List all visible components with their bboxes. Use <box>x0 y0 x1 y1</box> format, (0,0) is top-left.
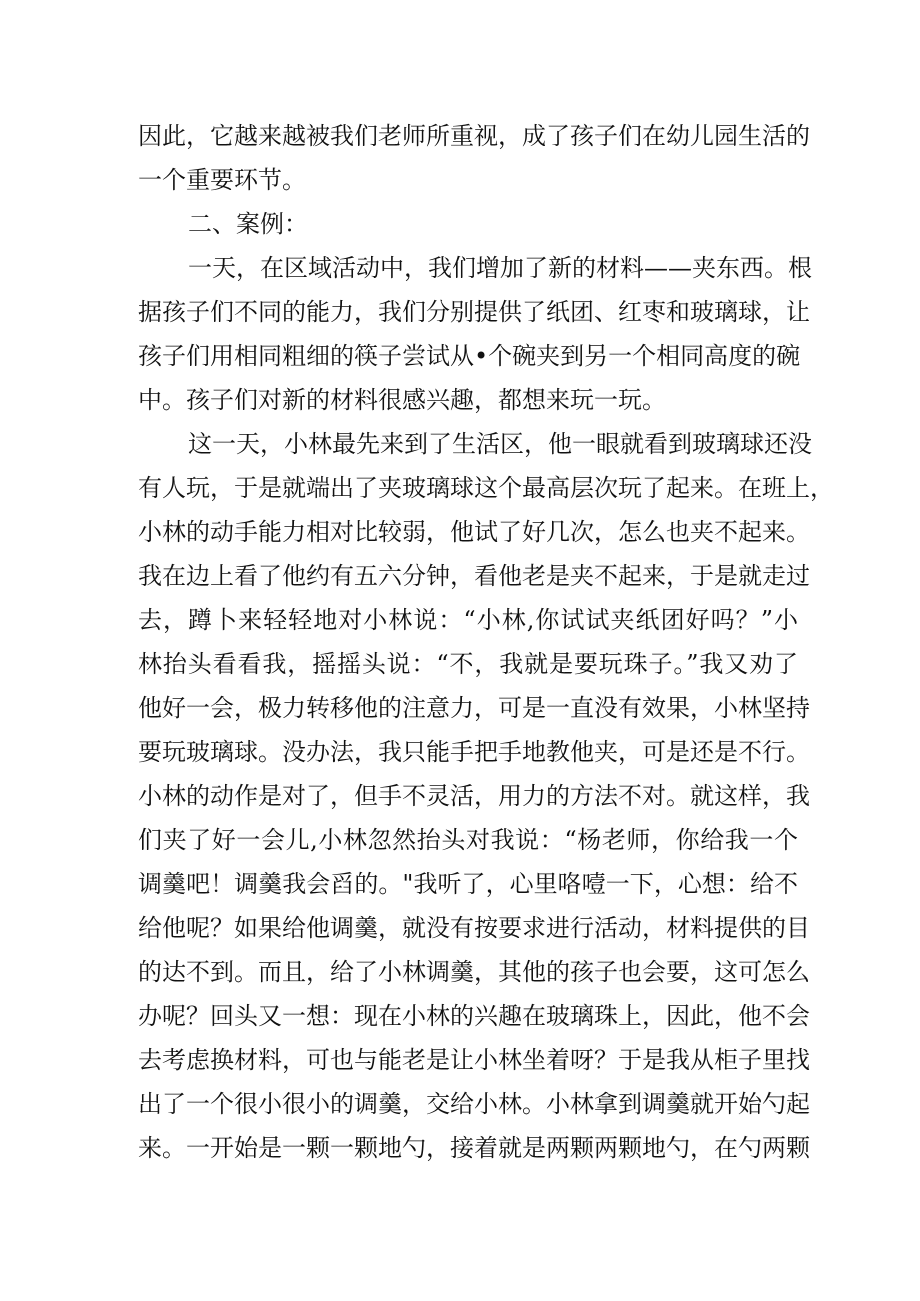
paragraph-line: 去，蹲卜来轻轻地对小林说：“小林,你试试夹纸团好吗？”小 <box>138 606 798 634</box>
paragraph-line: 来。一开始是一颗一颗地勺，接着就是两颗两颗地勺，在勺两颗 <box>138 1134 810 1162</box>
paragraph-line: 中。孩子们对新的材料很感兴趣，都想来玩一玩。 <box>138 386 666 414</box>
paragraph-line: 孩子们用相同粗细的筷子尝试从•个碗夹到另一个相同高度的碗 <box>138 342 801 370</box>
paragraph-line: 因此，它越来越被我们老师所重视，成了孩子们在幼儿园生活的 <box>138 122 810 150</box>
paragraph-line: 们夹了好一会儿,小林忽然抬头对我说：“杨老师，你给我一个 <box>138 826 798 854</box>
paragraph-line: 一个重要环节。 <box>138 166 306 194</box>
section-heading: 二、案例： <box>188 210 308 238</box>
paragraph-line: 我在边上看了他约有五六分钟，看他老是夹不起来，于是就走过 <box>138 562 810 590</box>
paragraph-line: 有人玩，于是就端出了夹玻璃球这个最高层次玩了起来。在班上， <box>138 474 834 502</box>
body-text <box>138 114 834 1170</box>
paragraph-line: 的达不到。而且，给了小林调羹，其他的孩子也会要，这可怎么 <box>138 958 810 986</box>
paragraph-line: 小林的动手能力相对比较弱，他试了好几次，怎么也夹不起来。 <box>138 518 810 546</box>
paragraph-line: 他好一会，极力转移他的注意力，可是一直没有效果，小林坚持 <box>138 694 810 722</box>
paragraph-line: 给他呢？如果给他调羹，就没有按要求进行活动，材料提供的目 <box>138 914 810 942</box>
paragraph-line: 这一天，小林最先来到了生活区，他一眼就看到玻璃球还没 <box>188 430 812 458</box>
paragraph-line: 林抬头看看我，摇摇头说：“不，我就是要玩珠子。”我又劝了 <box>138 650 798 678</box>
paragraph-line: 一天，在区域活动中，我们增加了新的材料——夹东西。根 <box>188 254 812 282</box>
paragraph-line: 出了一个很小很小的调羹，交给小林。小林拿到调羹就开始勺起 <box>138 1090 810 1118</box>
paragraph-line: 办呢？回头又一想：现在小林的兴趣在玻璃珠上，因此，他不会 <box>138 1002 810 1030</box>
paragraph-line: 去考虑换材料，可也与能老是让小林坐着呀？于是我从柜子里找 <box>138 1046 810 1074</box>
paragraph-line: 要玩玻璃球。没办法，我只能手把手地教他夹，可是还是不行。 <box>138 738 810 766</box>
paragraph-line: 据孩子们不同的能力，我们分别提供了纸团、红枣和玻璃球，让 <box>138 298 810 326</box>
paragraph-line: 小林的动作是对了，但手不灵活，用力的方法不对。就这样，我 <box>138 782 810 810</box>
paragraph-line: 调羹吧！调羹我会舀的。"我听了，心里咯噎一下，心想：给不 <box>138 870 798 898</box>
